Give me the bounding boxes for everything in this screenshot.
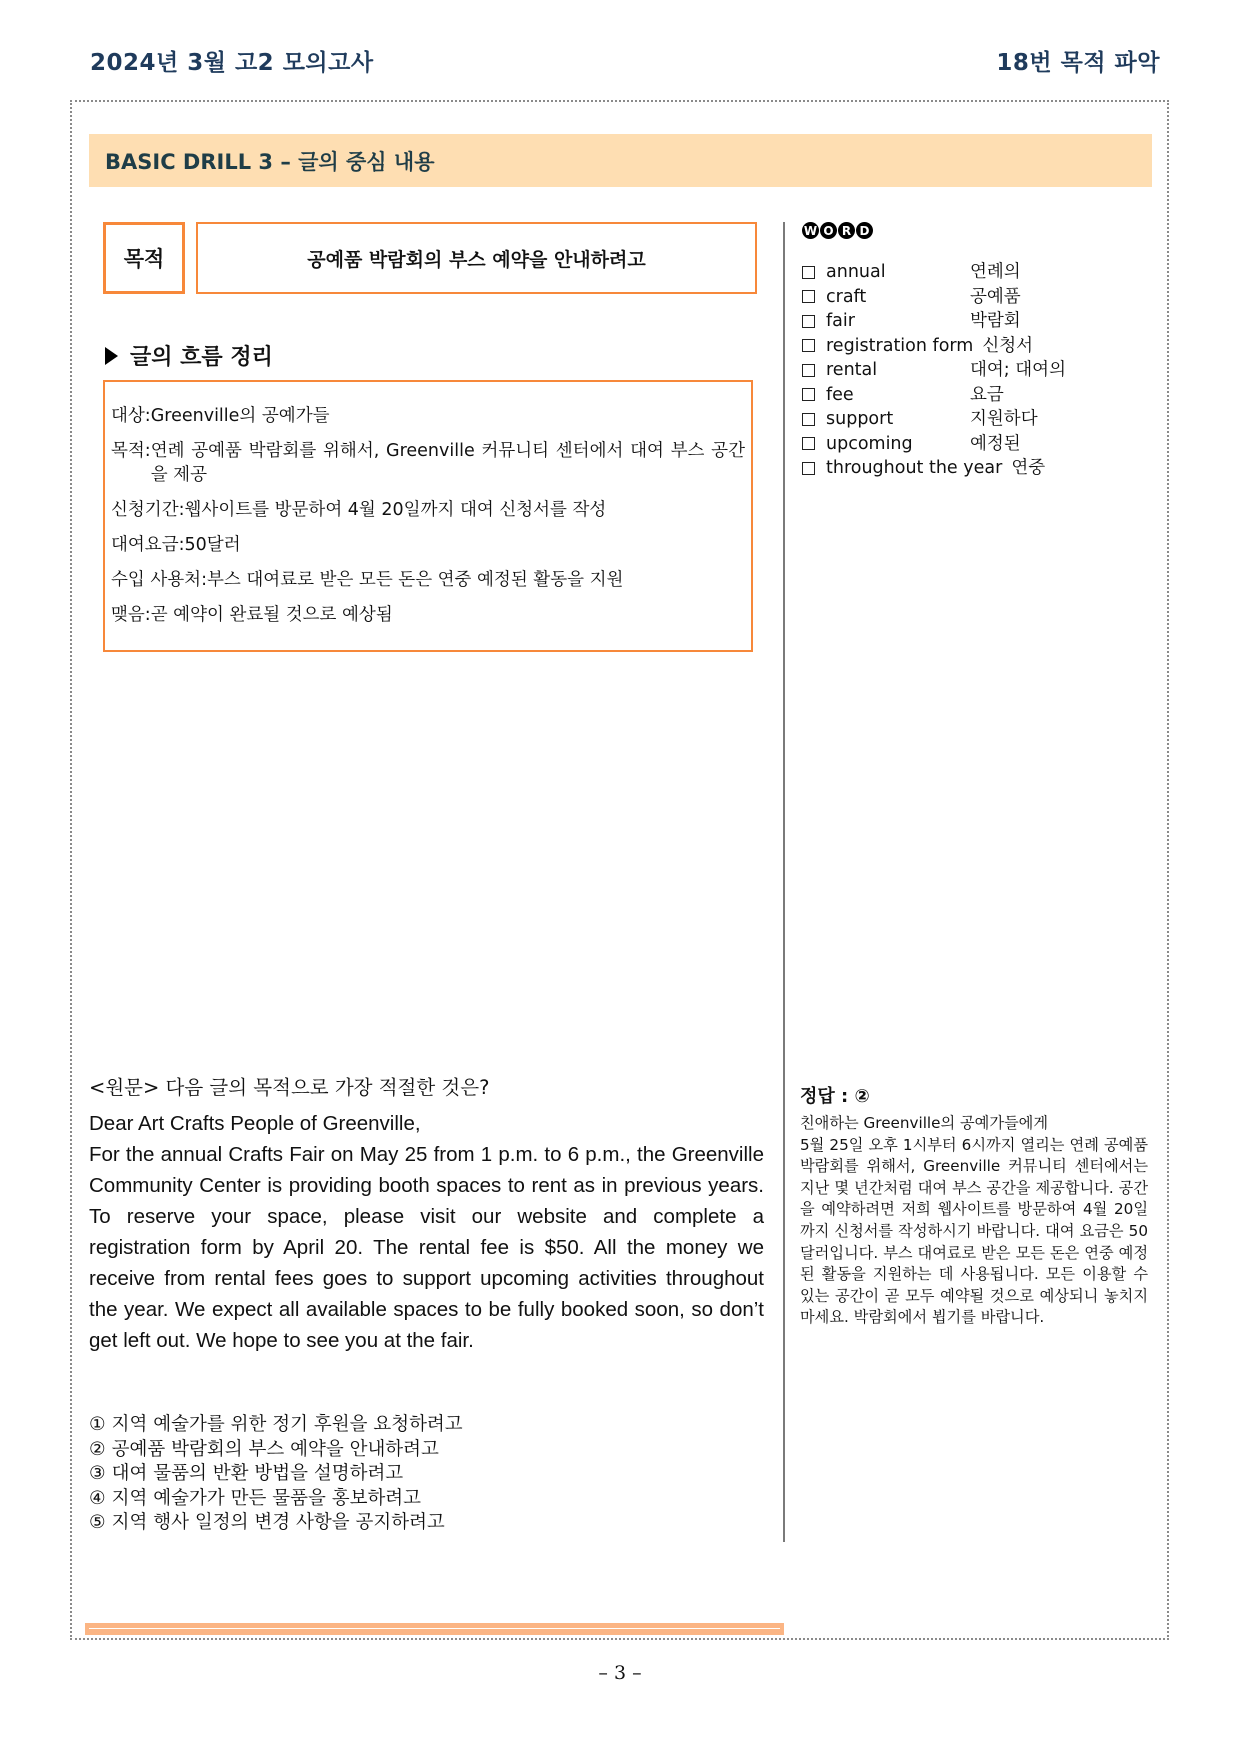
vocab-english: rental	[826, 360, 878, 380]
vocab-item	[802, 407, 1045, 432]
vocab-item	[802, 334, 1045, 359]
checkbox[interactable]	[802, 413, 815, 426]
choice-3[interactable]	[89, 1462, 463, 1487]
purpose-answer: 공예품 박람회의 부스 예약을 안내하려고	[196, 222, 757, 294]
summary-value: Greenville의 공예가들	[150, 406, 330, 426]
vocab-korean: 요금	[970, 384, 1004, 405]
drill-title: BASIC DRILL 3 – 글의 중심 내용	[105, 149, 435, 174]
word-badge-letter: R	[838, 222, 855, 239]
choice-text: 지역 예술가가 만든 물품을 홍보하려고	[111, 1487, 422, 1509]
checkbox[interactable]	[802, 315, 815, 328]
footer-accent-bar	[85, 1623, 784, 1635]
translation	[800, 1113, 1148, 1329]
checkbox[interactable]	[802, 462, 815, 475]
choice-4[interactable]	[89, 1487, 463, 1512]
word-badge-icon	[802, 222, 873, 239]
flow-heading	[105, 340, 273, 371]
summary-row-purpose	[111, 439, 745, 487]
vocab-korean: 대여; 대여의	[970, 360, 1066, 380]
correct-answer: 정답 : ②	[800, 1086, 870, 1107]
page-number: – 3 –	[598, 1662, 642, 1684]
summary-row-application	[111, 498, 745, 522]
answer-choices	[89, 1413, 463, 1536]
flow-summary-box	[103, 380, 753, 652]
checkbox[interactable]	[802, 388, 815, 401]
column-divider	[783, 222, 785, 1542]
checkbox[interactable]	[802, 339, 815, 352]
vocab-item	[802, 285, 1045, 310]
checkbox[interactable]	[802, 364, 815, 377]
drill-banner	[89, 134, 1152, 187]
vocab-korean: 신청서	[982, 335, 1034, 356]
summary-key: 목적:	[111, 441, 151, 461]
passage-salutation: Dear Art Crafts People of Greenville,	[89, 1112, 421, 1135]
vocab-english: fair	[826, 311, 855, 331]
vocab-item	[802, 358, 1066, 383]
vocab-item	[802, 309, 1045, 334]
choice-text: 지역 예술가를 위한 정기 후원을 요청하려고	[111, 1414, 463, 1435]
summary-row-audience	[111, 404, 745, 428]
vocab-item	[802, 260, 1045, 285]
translation-greeting: 친애하는 Greenville의 공예가들에게	[800, 1114, 1049, 1132]
choice-text: 대여 물품의 반환 방법을 설명하려고	[111, 1463, 404, 1484]
summary-key: 대상:	[111, 406, 151, 426]
vocab-korean: 연중	[1011, 458, 1046, 478]
summary-key: 수입 사용처:	[111, 570, 207, 590]
passage-body: For the annual Crafts Fair on May 25 from 1 p.m. to 6 p.m., the Greenville Community Center is providing booth spaces to rent as in previous years. To reserve your space, please visit our website and complete a registration form by April 20. The rental fee is $50. All the money we receive from rental fees goes to support upcoming activities throughout the year. We expect all available spaces to be fully booked soon, so don’t get left out. We hope to see you at the fair.	[89, 1143, 764, 1352]
choice-5[interactable]	[89, 1511, 463, 1536]
summary-value: 부스 대여료로 받은 모든 돈은 연중 예정된 활동을 지원	[206, 570, 624, 590]
summary-key: 신청기간:	[111, 500, 185, 520]
word-badge-letter: W	[803, 223, 818, 238]
choice-number: ⑤	[89, 1512, 106, 1533]
flow-heading-text: 글의 흐름 정리	[130, 345, 273, 370]
summary-value: 곧 예약이 완료될 것으로 예상됨	[150, 605, 393, 625]
choice-text: 공예품 박람회의 부스 예약을 안내하려고	[111, 1438, 439, 1460]
summary-row-closing	[111, 603, 745, 627]
vocabulary-list	[802, 260, 1066, 481]
choice-number: ②	[89, 1438, 106, 1460]
choice-1[interactable]	[89, 1413, 463, 1438]
vocab-english: throughout the year	[826, 458, 1003, 478]
purpose-label: 목적	[103, 222, 185, 294]
word-badge-letter: D	[856, 222, 873, 239]
choice-text: 지역 행사 일정의 변경 사항을 공지하려고	[111, 1512, 445, 1533]
vocab-item	[802, 456, 1045, 481]
checkbox[interactable]	[802, 437, 815, 450]
translation-body: 5월 25일 오후 1시부터 6시까지 열리는 연례 공예품 박람회를 위해서, Greenville 커뮤니티 센터에서는 지난 몇 년간처럼 대여 부스 공간을 제공합니다. 공간을 예약하려면 저희 웹사이트를 방문하여 4월 20일까지 신청서를 작성하시기 바랍니다. 대여 요금은 50달러입니다. 부스 대여료로 받은 모든 돈은 연중 예정된 활동을 지원하는 데 사용됩니다. 모든 이용할 수 있는 공간이 곧 모두 예약될 것으로 예상되니 놓치지 마세요. 박람회에서 뵙기를 바랍니다.	[800, 1135, 1148, 1327]
choice-number: ①	[89, 1414, 106, 1435]
word-badge-letter: O	[820, 222, 837, 239]
summary-key: 맺음:	[111, 605, 151, 625]
vocab-english: upcoming	[826, 433, 913, 454]
vocab-korean: 연례의	[970, 262, 1021, 282]
vocab-korean: 박람회	[970, 311, 1021, 331]
exam-title: 2024년 3월 고2 모의고사	[90, 50, 374, 76]
summary-key: 대여요금:	[111, 535, 185, 555]
triangle-bullet-icon	[105, 347, 118, 365]
vocab-korean: 공예품	[970, 286, 1021, 307]
question-prompt: <원문> 다음 글의 목적으로 가장 적절한 것은?	[89, 1076, 490, 1099]
summary-row-fee	[111, 533, 745, 557]
summary-value: 50달러	[184, 535, 241, 555]
checkbox[interactable]	[802, 266, 815, 279]
choice-number: ④	[89, 1487, 106, 1509]
summary-value: 웹사이트를 방문하여 4월 20일까지 대여 신청서를 작성	[184, 500, 607, 520]
question-topic: 18번 목적 파악	[996, 50, 1160, 76]
vocab-item	[802, 383, 1045, 408]
vocab-english: fee	[826, 384, 854, 405]
vocab-english: support	[826, 409, 894, 429]
summary-row-usage	[111, 568, 745, 592]
passage	[89, 1108, 764, 1356]
choice-number: ③	[89, 1463, 106, 1484]
checkbox[interactable]	[802, 290, 815, 303]
vocab-item	[802, 432, 1045, 457]
choice-2[interactable]	[89, 1438, 463, 1463]
vocab-korean: 지원하다	[970, 409, 1038, 429]
vocab-english: craft	[826, 286, 867, 307]
summary-value: 연례 공예품 박람회를 위해서, Greenville 커뮤니티 센터에서 대여 부스 공간을 제공	[150, 441, 745, 485]
vocab-english: registration form	[826, 335, 974, 356]
vocab-english: annual	[826, 262, 886, 282]
vocab-korean: 예정된	[970, 433, 1021, 454]
